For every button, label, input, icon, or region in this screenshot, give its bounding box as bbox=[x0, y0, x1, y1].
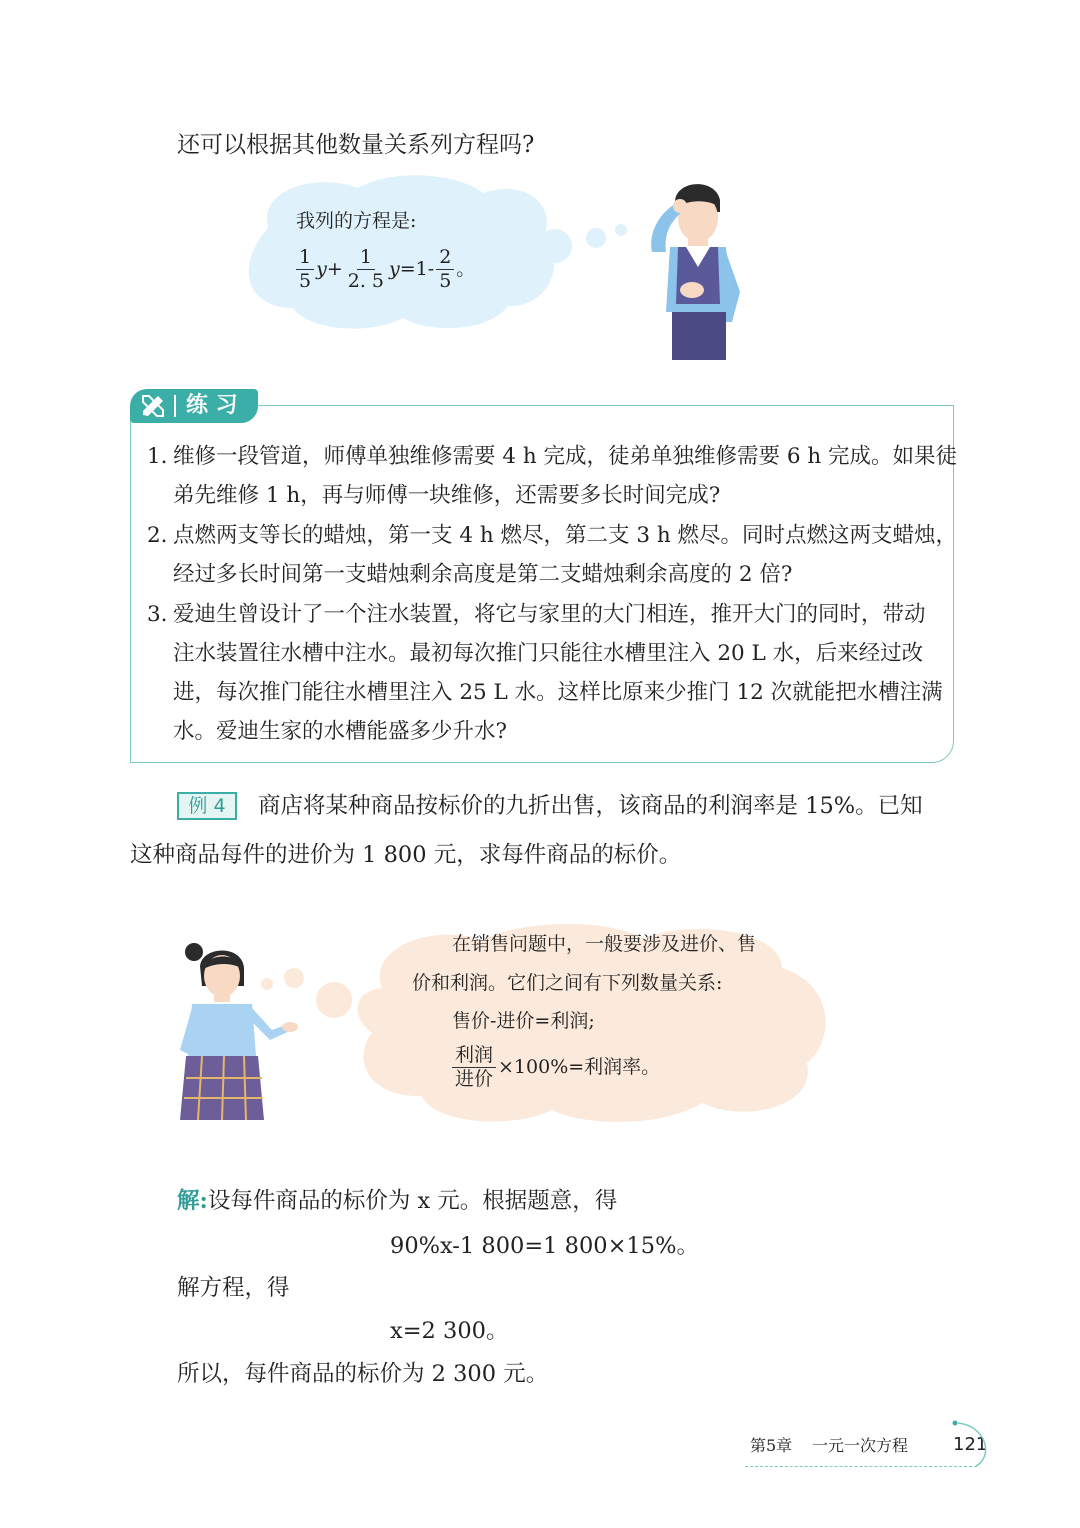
footer-title: 一元一次方程 bbox=[812, 1436, 909, 1455]
girl-illustration bbox=[172, 938, 307, 1122]
practice-item-2: 2. 点燃两支等长的蜡烛，第一支 4 h 燃尽，第二支 3 h 燃尽。同时点燃这两支蜡烛， bbox=[147, 523, 958, 548]
example-line-1: 商店将某种商品按标价的九折出售，该商品的利润率是 15%。已知 bbox=[258, 793, 923, 819]
solution-line-2: 解方程，得 bbox=[177, 1275, 290, 1301]
solution-label: 解: bbox=[177, 1188, 208, 1214]
practice-item-1-cont: 弟先维修 1 h，再与师傅一块维修，还需要多长时间完成? bbox=[173, 483, 721, 508]
boy-bubble-equation: $\frac{1}{5}$ y + $\frac{1}{2. 5}$ y =1- $\frac{2}{5}$ 。 bbox=[294, 248, 475, 291]
practice-item-2-cont: 经过多长时间第一支蜡烛剩余高度是第二支蜡烛剩余高度的 2 倍? bbox=[173, 562, 793, 587]
example-line-2: 这种商品每件的进价为 1 800 元，求每件商品的标价。 bbox=[130, 842, 682, 868]
footer-chapter: 第5章 bbox=[750, 1436, 793, 1455]
question-text: 还可以根据其他数量关系列方程吗? bbox=[177, 132, 535, 158]
practice-item-3-cont-3: 水。爱迪生家的水槽能盛多少升水? bbox=[173, 719, 508, 744]
boy-bubble-intro: 我列的方程是: bbox=[296, 210, 417, 232]
solution-equation-1: 90%x-1 800=1 800×15%。 bbox=[390, 1233, 699, 1259]
practice-item-3-cont-1: 注水装置往水槽中注水。最初每次推门只能往水槽里注入 20 L 水，后来经过改 bbox=[173, 641, 924, 666]
practice-header bbox=[130, 389, 258, 423]
fraction-1-2.5: $\frac{1}{2. 5}$ bbox=[347, 246, 385, 292]
girl-bubble-line-4: $\frac{\text{利润}}{\text{进价}}$ ×100%=利润率。 bbox=[450, 1046, 660, 1089]
fraction-1-5: $\frac{1}{5}$ bbox=[296, 248, 314, 291]
girl-bubble-line-2: 价和利润。它们之间有下列数量关系: bbox=[412, 972, 723, 994]
practice-divider bbox=[174, 395, 176, 417]
profit-over-cost-fraction: $\frac{\text{利润}}{\text{进价}}$ bbox=[452, 1046, 496, 1089]
practice-item-3-cont-2: 进，每次推门能往水槽里注入 25 L 水。这样比原来少推门 12 次就能把水槽注满 bbox=[173, 680, 943, 705]
solution-line-3: 所以，每件商品的标价为 2 300 元。 bbox=[177, 1361, 549, 1387]
fraction-2-5: $\frac{2}{5}$ bbox=[436, 248, 454, 291]
solution-line-1: 解:设每件商品的标价为 x 元。根据题意，得 bbox=[177, 1188, 618, 1214]
practice-title: 练 习 bbox=[186, 393, 238, 418]
pencil-ruler-icon bbox=[140, 393, 166, 419]
example-tag: 例 4 bbox=[177, 792, 237, 820]
footer-dashed-line bbox=[745, 1466, 977, 1467]
page-number: 121 bbox=[953, 1434, 988, 1455]
girl-bubble-line-3: 售价-进价=利润; bbox=[452, 1010, 595, 1032]
boy-illustration bbox=[640, 172, 750, 360]
page-number-arc-decoration bbox=[950, 1418, 992, 1468]
solution-equation-2: x=2 300。 bbox=[390, 1318, 509, 1344]
practice-item-3: 3. 爱迪生曾设计了一个注水装置，将它与家里的大门相连，推开大门的同时，带动 bbox=[147, 602, 926, 627]
practice-item-1: 1. 维修一段管道，师傅单独维修需要 4 h 完成，徒弟单独维修需要 6 h 完成。如果徒 bbox=[147, 444, 958, 469]
girl-bubble-line-1: 在销售问题中，一般要涉及进价、售 bbox=[452, 933, 757, 955]
